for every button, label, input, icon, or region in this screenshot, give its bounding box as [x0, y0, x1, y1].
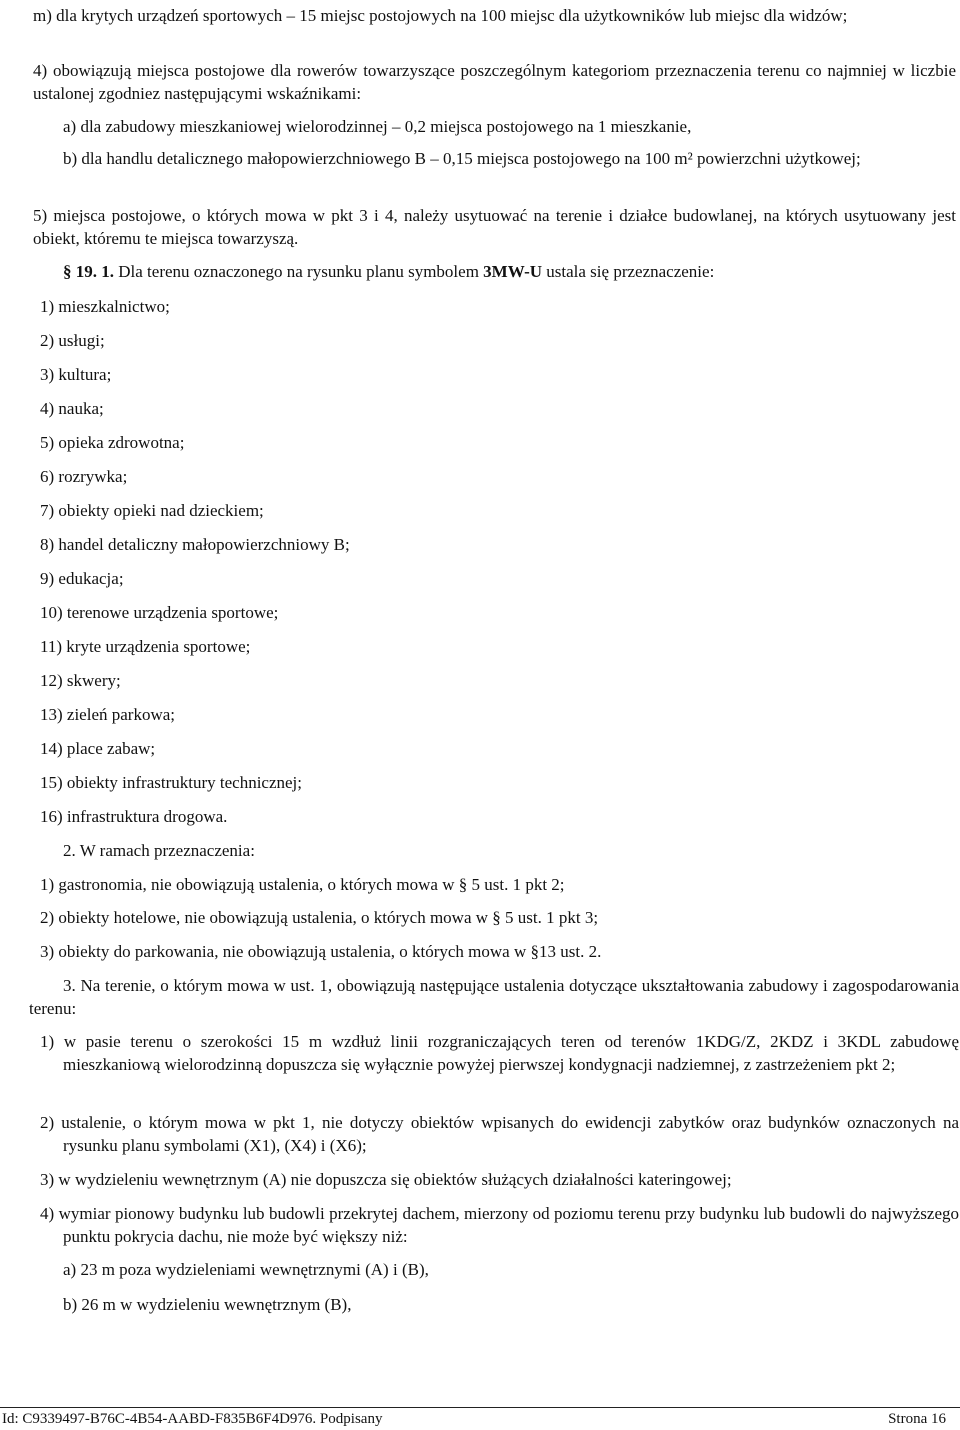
- section-19-symbol: 3MW-U: [483, 262, 543, 281]
- paragraph-ust-2-2: 2) obiekty hotelowe, nie obowiązują ustalenia, o których mowa w § 5 ust. 1 pkt 3;: [40, 908, 599, 927]
- list-item: 3) kultura;: [40, 365, 112, 384]
- list-item: 10) terenowe urządzenia sportowe;: [40, 603, 279, 622]
- section-19-heading: [63, 260, 956, 283]
- list-item: 2) usługi;: [40, 331, 105, 350]
- paragraph-ust-3-2: 2) ustalenie, o którym mowa w pkt 1, nie dotyczy obiektów wpisanych do ewidencji zabytków oraz budynków oznaczonych na rysunku planu symbolami (X1), (X4) i (X6);: [40, 1113, 959, 1155]
- list-item: 12) skwery;: [40, 671, 121, 690]
- paragraph-ust-3: 3. Na terenie, o którym mowa w ust. 1, obowiązują następujące ustalenia dotyczące ukształtowania zabudowy i zagospodarowania terenu:: [29, 976, 959, 1018]
- document-id: Id: C9339497-B76C-4B54-AABD-F835B6F4D976. Podpisany: [2, 1411, 383, 1427]
- page-number: Strona 16: [888, 1411, 946, 1427]
- list-item: 11) kryte urządzenia sportowe;: [40, 637, 251, 656]
- paragraph-4a: a) dla zabudowy mieszkaniowej wielorodzinnej – 0,2 miejsca postojowego na 1 mieszkanie,: [63, 117, 692, 136]
- paragraph-m: m) dla krytych urządzeń sportowych – 15 miejsc postojowych na 100 miejsc dla użytkowników lub miejsc dla widzów;: [33, 6, 848, 25]
- page-footer: [0, 1407, 960, 1429]
- paragraph-ust-3-4: 4) wymiar pionowy budynku lub budowli przekrytej dachem, mierzony od poziomu terenu przy budynku lub budowli do najwyższego punktu pokrycia dachu, nie może być większy niż:: [40, 1204, 959, 1246]
- section-19-number: § 19. 1.: [63, 262, 114, 281]
- paragraph-ust-2-3: 3) obiekty do parkowania, nie obowiązują ustalenia, o których mowa w §13 ust. 2.: [40, 942, 602, 961]
- paragraph-ust-3-3: 3) w wydzieleniu wewnętrznym (A) nie dopuszcza się obiektów służących działalności kateringowej;: [40, 1170, 732, 1189]
- list-item: 6) rozrywka;: [40, 467, 128, 486]
- list-item: 14) place zabaw;: [40, 739, 156, 758]
- list-item: 1) mieszkalnictwo;: [40, 297, 170, 316]
- list-item: 8) handel detaliczny małopowierzchniowy B;: [40, 535, 350, 554]
- paragraph-ust-2-1: 1) gastronomia, nie obowiązują ustalenia, o których mowa w § 5 ust. 1 pkt 2;: [40, 875, 565, 894]
- paragraph-ust-3-4a: a) 23 m poza wydzieleniami wewnętrznymi (A) i (B),: [63, 1260, 429, 1279]
- list-item: 7) obiekty opieki nad dzieckiem;: [40, 501, 264, 520]
- paragraph-ust-2: 2. W ramach przeznaczenia:: [63, 841, 255, 860]
- section-19-end: ustala się przeznaczenie:: [542, 262, 715, 281]
- list-item: 4) nauka;: [40, 399, 104, 418]
- paragraph-ust-3-1: 1) w pasie terenu o szerokości 15 m wzdłuż linii rozgraniczających teren od terenów 1KDG/Z, 2KDZ i 3KDL zabudowę mieszkaniową wielorodzinną dopuszcza się wyłącznie powyżej pierwszej kondygnacji nadziemnej, z zastrzeżeniem pkt 2;: [40, 1032, 959, 1074]
- list-item: 5) opieka zdrowotna;: [40, 433, 185, 452]
- section-19-text: Dla terenu oznaczonego na rysunku planu symbolem: [114, 262, 484, 281]
- paragraph-4: 4) obowiązują miejsca postojowe dla rowerów towarzyszące poszczególnym kategoriom przeznaczenia terenu co najmniej w liczbie ustalonej zgodniez następującymi wskaźnikami:: [33, 61, 956, 103]
- paragraph-4b: b) dla handlu detalicznego małopowierzchniowego B – 0,15 miejsca postojowego na 100 m² powierzchni użytkowej;: [63, 149, 861, 168]
- list-item: 15) obiekty infrastruktury technicznej;: [40, 773, 302, 792]
- list-item: 9) edukacja;: [40, 569, 124, 588]
- paragraph-ust-3-4b: b) 26 m w wydzieleniu wewnętrznym (B),: [63, 1295, 352, 1314]
- list-item: 13) zieleń parkowa;: [40, 705, 175, 724]
- list-item: 16) infrastruktura drogowa.: [40, 807, 228, 826]
- paragraph-5: 5) miejsca postojowe, o których mowa w pkt 3 i 4, należy usytuować na terenie i działce budowlanej, na których usytuowany jest obiekt, któremu te miejsca towarzyszą.: [33, 206, 956, 248]
